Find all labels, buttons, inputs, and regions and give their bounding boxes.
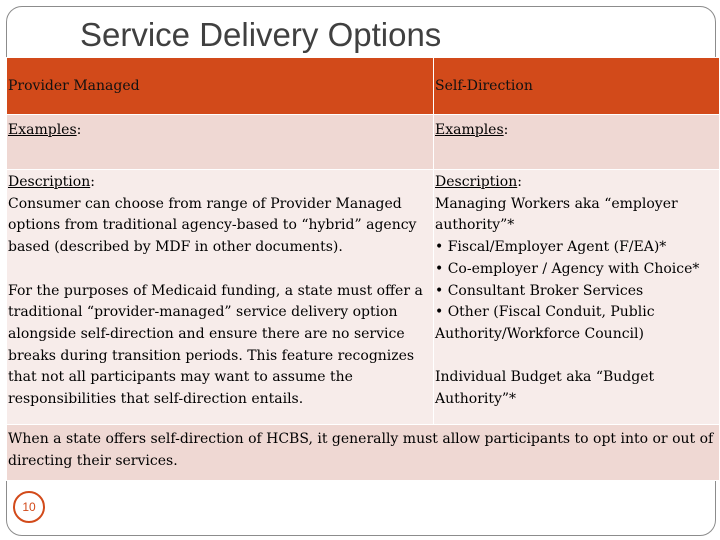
text-line: based (described by MDF in other documents).	[8, 239, 343, 256]
description-row	[7, 170, 720, 425]
slide-number-badge: 10	[13, 491, 45, 523]
examples-row	[7, 115, 720, 170]
text-line: that not all participants may want to assume the	[8, 369, 353, 386]
header-provider-managed: Provider Managed	[7, 58, 434, 115]
text-line: Managing Workers aka “employer	[435, 195, 678, 212]
text-line: Consumer can choose from range of Provider Managed	[8, 195, 402, 212]
examples-label-right: Examples	[435, 122, 504, 138]
examples-cell-right: Examples:	[434, 115, 720, 170]
header-self-direction: Self-Direction	[434, 58, 720, 115]
description-heading-right: Description:	[435, 174, 522, 190]
table-header-row	[7, 58, 720, 115]
text-line: alongside self-direction and ensure there are no service	[8, 325, 405, 342]
examples-label-left: Examples	[8, 122, 77, 138]
page-title: Service Delivery Options	[80, 16, 442, 53]
description-cell-left	[7, 170, 434, 425]
note-text: When a state offers self-direction of HCBS, it generally must allow participants to opt into or out of directing their services.	[7, 425, 720, 481]
text-line: responsibilities that self-direction entails.	[8, 391, 304, 408]
list-item: • Fiscal/Employer Agent (F/EA)*	[435, 239, 667, 256]
list-item: • Other (Fiscal Conduit, Public	[435, 304, 655, 321]
list-item: • Consultant Broker Services	[435, 282, 644, 299]
text-line: Authority/Workforce Council)	[435, 325, 644, 342]
text-line: Authority”*	[435, 391, 517, 408]
text-line: traditional “provider-managed” service delivery option	[8, 304, 398, 321]
text-line: breaks during transition periods. This feature recognizes	[8, 347, 415, 364]
examples-cell-left: Examples:	[7, 115, 434, 170]
text-line: options from traditional agency-based to “hybrid” agency	[8, 217, 417, 234]
list-item: • Co-employer / Agency with Choice*	[435, 260, 700, 277]
description-heading-left: Description:	[8, 174, 95, 190]
text-line: For the purposes of Medicaid funding, a state must offer a	[8, 282, 423, 299]
options-table	[6, 57, 720, 481]
text-line: authority”*	[435, 217, 515, 234]
text-line: Individual Budget aka “Budget	[435, 369, 655, 386]
note-row	[7, 425, 720, 481]
description-cell-right	[434, 170, 720, 425]
